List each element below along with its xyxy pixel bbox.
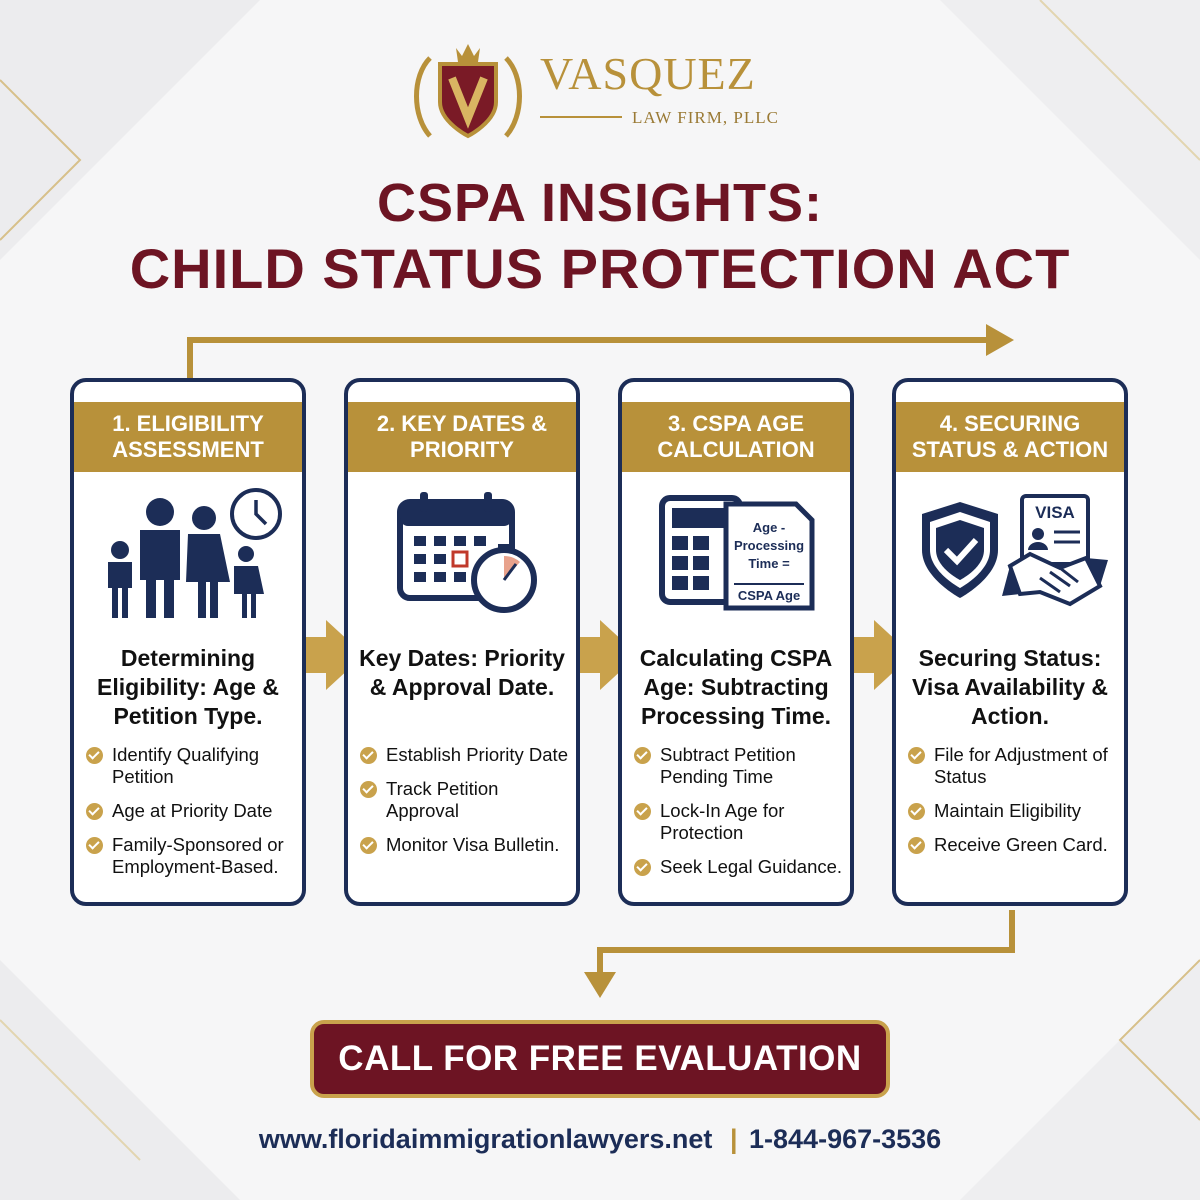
step-card-4 (892, 378, 1128, 906)
check-icon (908, 837, 925, 854)
check-icon (360, 747, 377, 764)
check-icon (634, 747, 651, 764)
formula-line3: Time = (748, 556, 790, 571)
check-icon (86, 747, 103, 764)
footer-separator: | (729, 1124, 738, 1154)
step-subtitle: Calculating CSPA Age: Subtracting Processing Time. (639, 645, 833, 729)
top-flow-arrow (190, 340, 990, 380)
check-icon (360, 781, 377, 798)
brand-subtitle: LAW FIRM, PLLC (632, 108, 779, 127)
step-header: 4. SECURING STATUS & ACTION (896, 402, 1124, 472)
checklist-item: Receive Green Card. (908, 834, 1120, 856)
checklist-item: Lock-In Age for Protection (634, 800, 846, 844)
website-link[interactable]: www.floridaimmigrationlawyers.net (258, 1124, 713, 1154)
calculator-document-icon (636, 488, 836, 618)
step-card-3 (618, 378, 854, 906)
checklist-item: Monitor Visa Bulletin. (360, 834, 572, 856)
call-for-evaluation-button[interactable]: CALL FOR FREE EVALUATION (310, 1020, 890, 1098)
step-header: 1. ELIGIBILITY ASSESSMENT (74, 402, 302, 472)
check-icon (908, 747, 925, 764)
checklist-item: Age at Priority Date (86, 800, 298, 822)
step-checklist (634, 744, 846, 890)
step-header: 3. CSPA AGE CALCULATION (622, 402, 850, 472)
step-card-1 (70, 378, 306, 906)
checklist-item: File for Adjustment of Status (908, 744, 1120, 788)
checklist-item: Maintain Eligibility (908, 800, 1120, 822)
checklist-item: Family-Sponsored or Employment-Based. (86, 834, 298, 878)
family-clock-icon (88, 488, 288, 618)
step-subtitle: Securing Status: Visa Availability & Action. (911, 645, 1109, 729)
page-title-line1: CSPA INSIGHTS: (376, 173, 824, 233)
step-header: 2. KEY DATES & PRIORITY (348, 402, 576, 472)
step-checklist (908, 744, 1120, 868)
check-icon (86, 837, 103, 854)
formula-result: CSPA Age (737, 588, 801, 603)
phone-number[interactable]: 1-844-967-3536 (749, 1124, 942, 1154)
check-icon (908, 803, 925, 820)
page-title-line2: CHILD STATUS PROTECTION ACT (129, 237, 1071, 300)
calendar-stopwatch-icon (362, 488, 562, 618)
check-icon (634, 859, 651, 876)
check-icon (360, 837, 377, 854)
checklist-item: Subtract Petition Pending Time (634, 744, 846, 788)
bottom-flow-arrow (600, 910, 1012, 975)
shield-visa-handshake-icon (910, 488, 1110, 618)
checklist-item: Establish Priority Date (360, 744, 572, 766)
checklist-item: Track Petition Approval (360, 778, 572, 822)
step-subtitle: Determining Eligibility: Age & Petition Type. (97, 645, 279, 729)
visa-label: VISA (1035, 503, 1075, 522)
formula-line2: Processing (733, 538, 805, 553)
step-subtitle: Key Dates: Priority & Approval Date. (359, 645, 565, 700)
step-card-2 (344, 378, 580, 906)
step-checklist (86, 744, 298, 890)
step-checklist (360, 744, 572, 868)
formula-line1: Age - (752, 520, 786, 535)
brand-name: VASQUEZ (540, 48, 756, 99)
checklist-item: Seek Legal Guidance. (634, 856, 846, 878)
check-icon (634, 803, 651, 820)
contact-footer (0, 1124, 1200, 1155)
checklist-item: Identify Qualifying Petition (86, 744, 298, 788)
check-icon (86, 803, 103, 820)
